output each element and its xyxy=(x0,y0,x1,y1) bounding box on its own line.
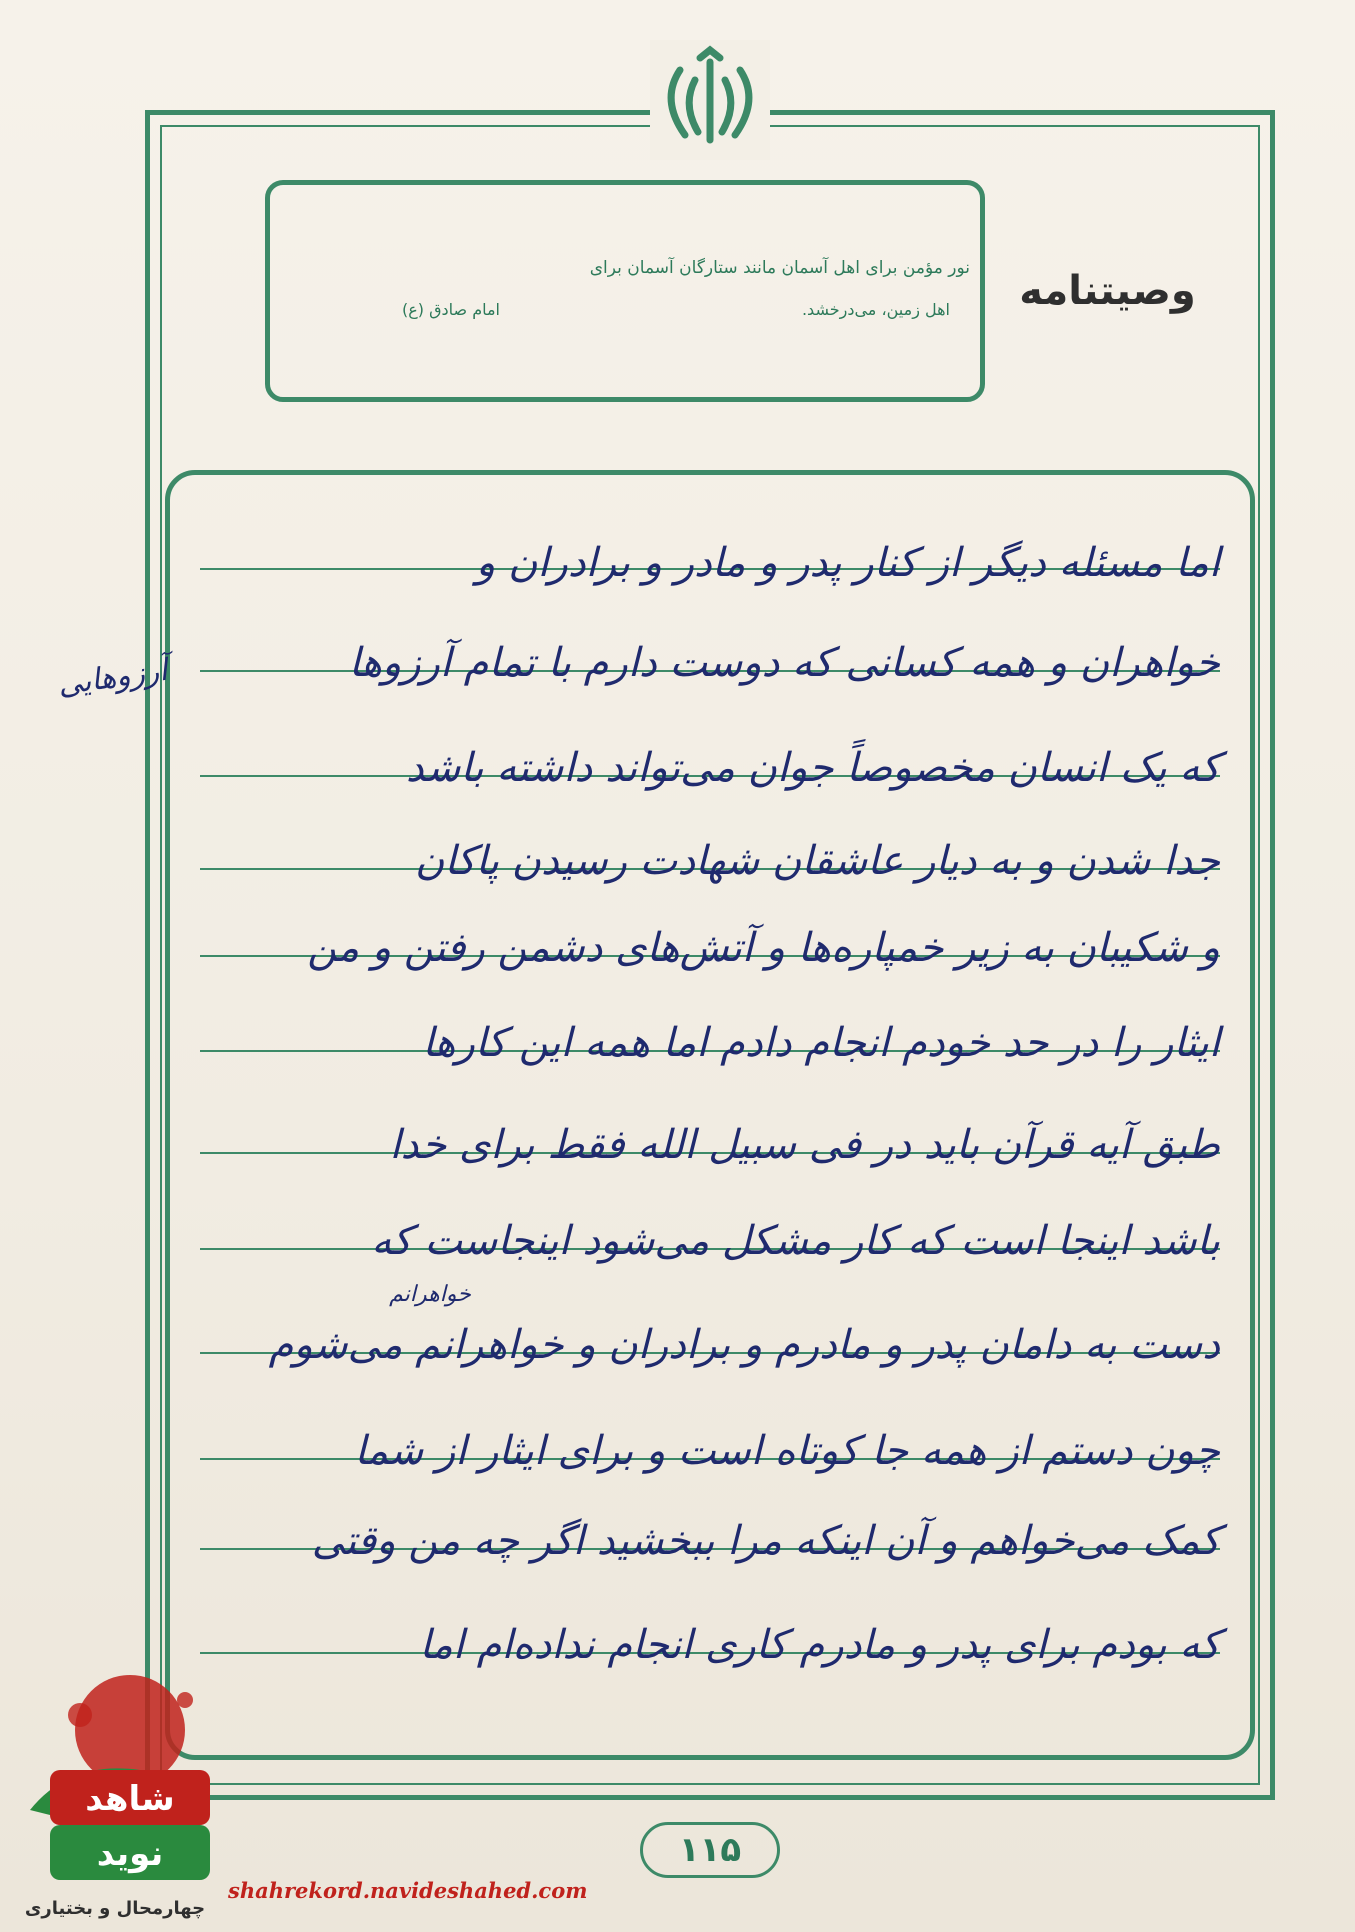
handwritten-line: چون دستم از همه جا کوتاه است و برای ایثار از شما xyxy=(354,1428,1220,1474)
handwritten-line: خواهران و همه کسانی که دوست دارم با تمام آرزوها xyxy=(348,640,1220,686)
handwritten-line: ایثار را در حد خودم انجام دادم اما همه این کارها xyxy=(422,1020,1220,1066)
handwritten-line: جدا شدن و به دیار عاشقان شهادت رسیدن پاکان xyxy=(415,838,1220,884)
quote-attribution: امام صادق (ع) xyxy=(402,300,500,319)
margin-note: آرزوهایی xyxy=(55,652,170,703)
page-title: وصیتنامه xyxy=(1019,268,1196,314)
handwritten-line: که بودم برای پدر و مادرم کاری انجام نداده‌ام اما xyxy=(419,1622,1220,1668)
navideshahed-logo xyxy=(10,1660,220,1910)
watermark-region: چهارمحال و بختیاری xyxy=(24,1898,206,1919)
handwritten-line: باشد اینجا است که کار مشکل می‌شود اینجاست که xyxy=(371,1218,1220,1264)
svg-text:شاهد: شاهد xyxy=(85,1779,175,1819)
quote-line-2: اهل زمین، می‌درخشد. xyxy=(801,300,950,319)
header-box xyxy=(265,180,985,402)
handwritten-line: اما مسئله دیگر از کنار پدر و مادر و برادران و xyxy=(476,540,1220,586)
handwritten-line: کمک می‌خواهم و آن اینکه مرا ببخشید اگر چه من وقتی xyxy=(311,1518,1220,1564)
handwritten-line: دست به دامان پدر و مادرم و برادران و خواهرانم می‌شوم xyxy=(268,1322,1220,1368)
handwritten-line: و شکیبان به زیر خمپاره‌ها و آتش‌های دشمن رفتن و من xyxy=(307,925,1220,971)
emblem-icon xyxy=(650,40,770,160)
quote-line-1: نور مؤمن برای اهل آسمان مانند ستارگان آسمان برای xyxy=(589,258,970,278)
handwritten-line: که یک انسان مخصوصاً جوان می‌تواند داشته باشد xyxy=(405,745,1220,791)
page-number: ۱۱۵ xyxy=(640,1822,780,1878)
insert-note: خواهرانم xyxy=(389,1282,471,1307)
watermark-url[interactable]: shahrekord.navideshahed.com xyxy=(228,1878,588,1903)
handwritten-line: طبق آیه قرآن باید در فی سبیل الله فقط برای خدا xyxy=(389,1122,1220,1168)
svg-text:نوید: نوید xyxy=(96,1834,164,1874)
